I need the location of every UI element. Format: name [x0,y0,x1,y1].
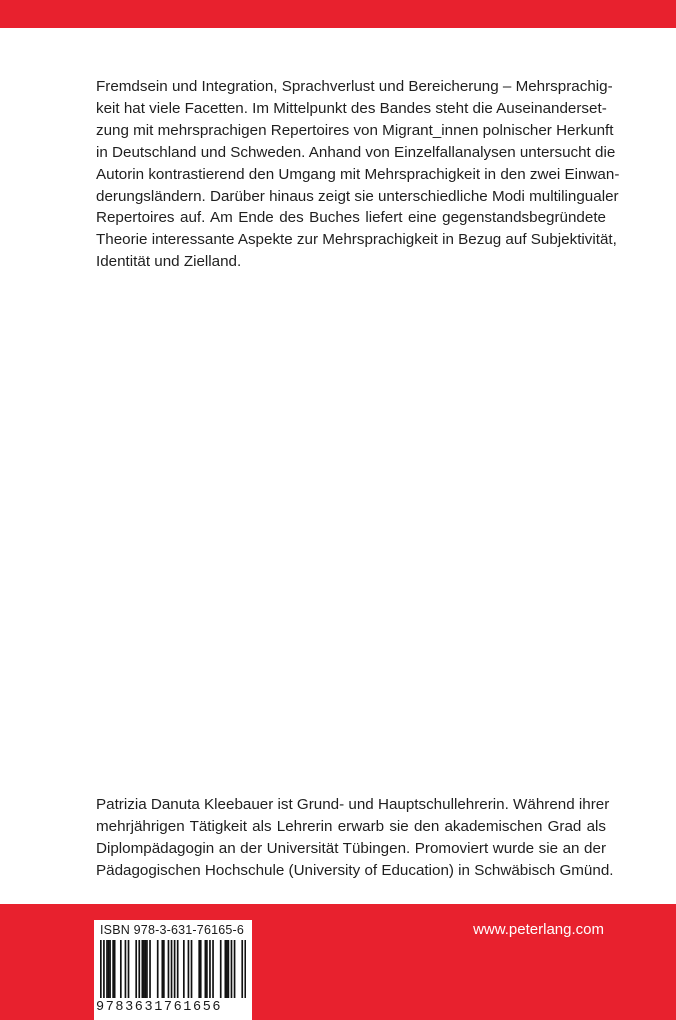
ean-digits: 9783631761656 [96,1000,223,1015]
barcode-bar [231,940,233,998]
description-line: Identität und Zielland. [96,253,242,271]
barcode-bar [135,940,137,998]
barcode-bar [146,940,148,998]
barcode-bar [141,940,143,998]
isbn-barcode [94,920,252,1020]
barcode-bar [188,940,190,998]
barcode-bar [191,940,193,998]
barcode-bar [143,940,145,998]
barcode-bar [157,940,159,998]
barcode-bar [198,940,200,998]
barcode-bar [224,940,226,998]
description-line: in Deutschland und Schweden. Anhand von Einzelfallanalysen untersucht die [96,143,616,161]
barcode-bar [108,940,110,998]
barcode-bar [168,940,170,998]
barcode-bar [120,940,122,998]
barcode-bar [106,940,108,998]
description-line: derungsländern. Darüber hinaus zeigt sie unterschiedliche Modi multilingualer [96,187,619,205]
barcode-bar [241,940,243,998]
barcode-bar [212,940,214,998]
description-line: Theorie interessante Aspekte zur Mehrsprachigkeit in Bezug auf Subjektivität, [96,231,617,249]
publisher-url[interactable]: www.peterlang.com [473,921,604,938]
barcode-bar [228,940,230,998]
barcode-bars [100,940,246,1002]
barcode-bar [125,940,127,998]
barcode-bar [226,940,228,998]
barcode-bar [206,940,208,998]
barcode-bar [244,940,246,998]
description-line: Fremdsein und Integration, Sprachverlust und Bereicherung – Mehrsprachig- [96,78,613,95]
book-description [96,76,620,273]
barcode-bar [177,940,179,998]
description-line: Repertoires auf. Am Ende des Buches liefert eine gegenstandsbegründete [96,209,606,227]
isbn-label: ISBN 978-3-631-76165-6 [100,923,245,937]
barcode-bar [145,940,147,998]
barcode-bar [114,940,116,998]
barcode-bar [100,940,102,998]
bio-line: Patrizia Danuta Kleebauer ist Grund- und Hauptschullehrerin. Während ihrer [96,796,610,813]
bio-line: Pädagogischen Hochschule (University of Education) in Schwäbisch Gmünd. [96,861,614,879]
bio-line: Diplompädagogin an der Universität Tübingen. Promoviert wurde sie an der [96,839,606,857]
barcode-bar [200,940,202,998]
barcode-bar [209,940,211,998]
barcode-bar [163,940,165,998]
bio-line: mehrjährigen Tätigkeit als Lehrerin erwarb sie den akademischen Grad als [96,817,606,835]
barcode-bar [205,940,207,998]
barcode-bar [128,940,130,998]
top-color-band [0,0,676,28]
author-bio [96,794,614,882]
description-line: keit hat viele Facetten. Im Mittelpunkt des Bandes steht die Auseinanderset- [96,99,607,117]
barcode-bar [220,940,222,998]
barcode-bar [103,940,105,998]
barcode-bar [161,940,163,998]
barcode-bar [149,940,151,998]
description-line: Autorin kontrastierend den Umgang mit Mehrsprachigkeit in den zwei Einwan- [96,165,620,183]
barcode-bar [234,940,236,998]
barcode-bar [174,940,176,998]
barcode-bar [138,940,140,998]
barcode-bar [112,940,114,998]
description-line: zung mit mehrsprachigen Repertoires von Migrant_innen polnischer Herkunft [96,121,614,139]
barcode-bar [171,940,173,998]
barcode-bar [109,940,111,998]
barcode-bar [183,940,185,998]
